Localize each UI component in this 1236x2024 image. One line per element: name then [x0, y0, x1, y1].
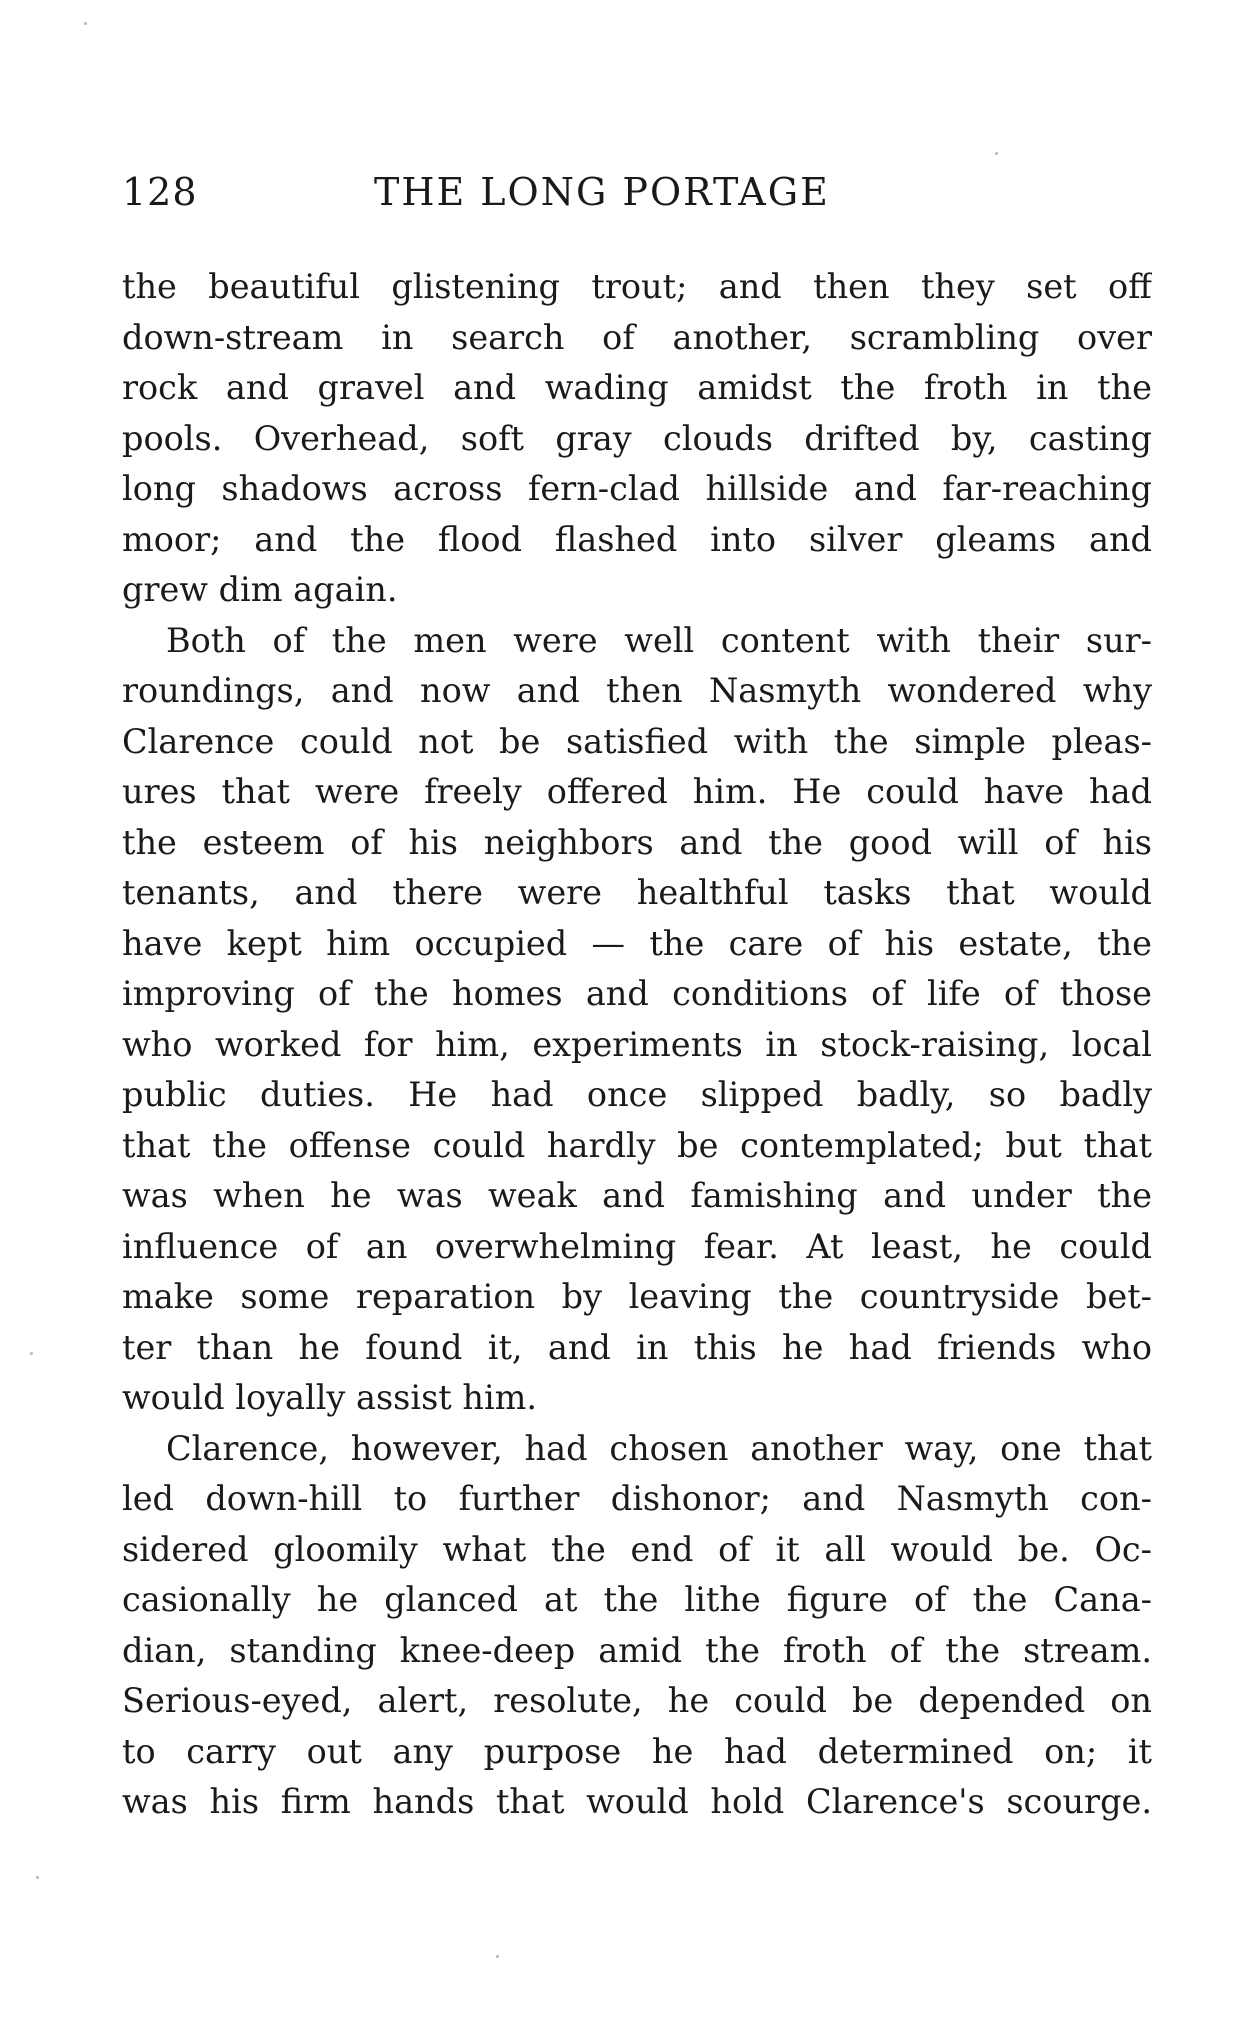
text-line: casionally he glanced at the lithe figure of the Cana-	[122, 1580, 1152, 1619]
text-line: was his firm hands that would hold Clarence's scourge.	[122, 1782, 1152, 1821]
scan-speck	[30, 1352, 33, 1355]
text-line: ures that were freely offered him. He could have had	[122, 772, 1152, 811]
text-line: was when he was weak and famishing and under the	[122, 1176, 1152, 1215]
text-line: down-stream in search of another, scrambling over	[122, 317, 1152, 357]
text-line: ter than he found it, and in this he had friends who	[122, 1327, 1152, 1367]
scan-speck	[84, 22, 87, 25]
text-line: sidered gloomily what the end of it all would be. Oc-	[122, 1529, 1152, 1569]
paragraph	[122, 262, 1152, 616]
text-line: long shadows across fern-clad hillside and far-reaching	[122, 469, 1152, 508]
page-header	[122, 170, 1122, 230]
text-line: moor; and the flood flashed into silver gleams and	[122, 519, 1152, 559]
page-number: 128	[122, 170, 198, 214]
text-line: grew dim again.	[122, 570, 398, 609]
text-line: that the offense could hardly be contemplated; but that	[122, 1125, 1152, 1165]
running-title: THE LONG PORTAGE	[374, 170, 830, 214]
text-line: tenants, and there were healthful tasks that would	[122, 873, 1152, 912]
text-line: make some reparation by leaving the countryside bet-	[122, 1277, 1152, 1316]
scan-speck	[496, 1955, 499, 1958]
text-line: the beautiful glistening trout; and then they set off	[122, 267, 1152, 306]
text-line: Clarence could not be satisfied with the simple pleas-	[122, 721, 1152, 761]
text-line: have kept him occupied — the care of his estate, the	[122, 923, 1152, 963]
scan-speck	[36, 1876, 39, 1879]
text-line: Serious-eyed, alert, resolute, he could be depended on	[122, 1681, 1152, 1720]
text-line: would loyally assist him.	[122, 1378, 538, 1417]
text-line: dian, standing knee-deep amid the froth of the stream.	[122, 1630, 1152, 1670]
text-line: to carry out any purpose he had determined on; it	[122, 1731, 1152, 1771]
text-line: rock and gravel and wading amidst the froth in the	[122, 368, 1152, 407]
text-line: roundings, and now and then Nasmyth wondered why	[122, 671, 1152, 710]
body-text	[122, 262, 1152, 1828]
scan-speck	[995, 152, 998, 155]
text-line: led down-hill to further dishonor; and Nasmyth con-	[122, 1479, 1152, 1518]
text-line: pools. Overhead, soft gray clouds drifted by, casting	[122, 418, 1152, 458]
text-line: improving of the homes and conditions of life of those	[122, 974, 1152, 1013]
text-line: who worked for him, experiments in stock-raising, local	[122, 1024, 1152, 1064]
paragraph	[122, 616, 1152, 1424]
text-line: public duties. He had once slipped badly, so badly	[122, 1075, 1152, 1114]
text-line: influence of an overwhelming fear. At least, he could	[122, 1226, 1152, 1266]
text-line: Both of the men were well content with their sur-	[166, 620, 1152, 660]
paragraph	[122, 1424, 1152, 1828]
text-line: Clarence, however, had chosen another way, one that	[166, 1428, 1152, 1468]
text-line: the esteem of his neighbors and the good will of his	[122, 822, 1152, 862]
